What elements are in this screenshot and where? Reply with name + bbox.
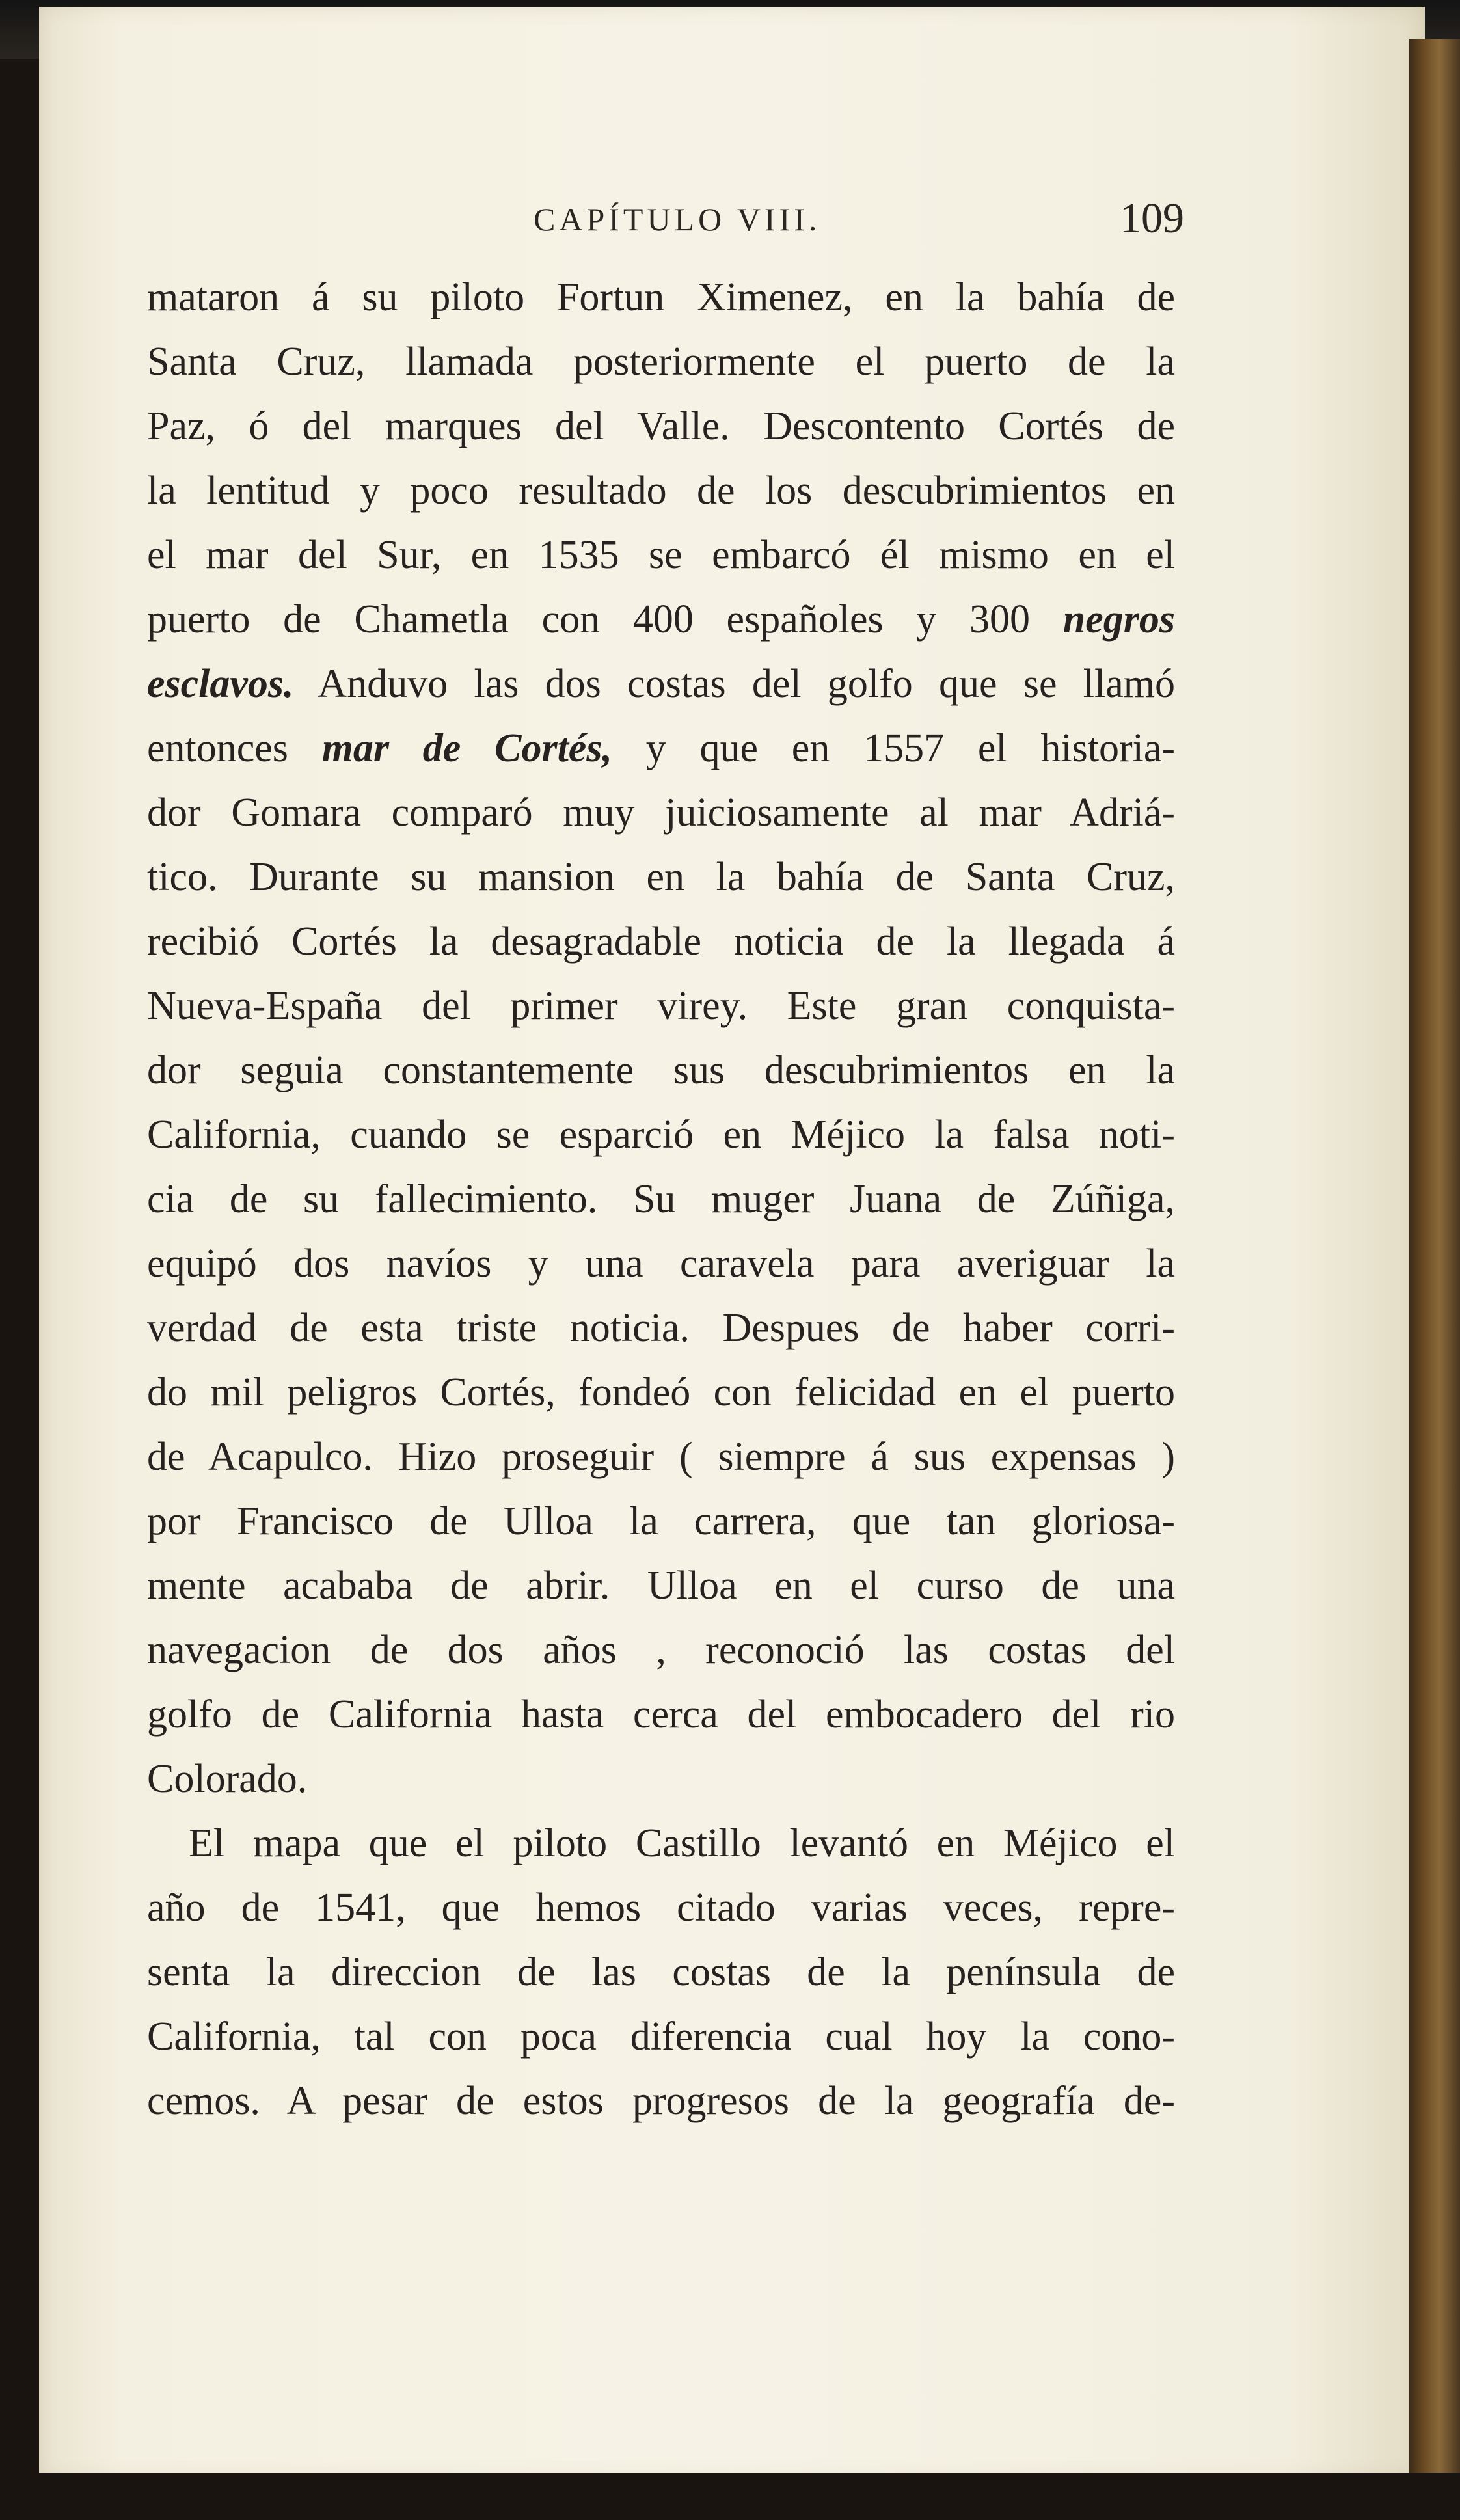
text-line: esclavos. Anduvo las dos costas del golfo que se llamó (147, 662, 1175, 706)
text-line: do mil peligros Cortés, fondeó con felicidad en el puerto (147, 1370, 1175, 1415)
book-edge (1409, 39, 1460, 2520)
text-line: recibió Cortés la desagradable noticia de la llegada á (147, 919, 1175, 964)
text-line: Nueva-España del primer virey. Este gran conquista- (147, 984, 1175, 1028)
paragraph (147, 265, 1175, 1811)
running-head: CAPÍTULO VIII. (534, 201, 821, 237)
text-line: la lentitud y poco resultado de los descubrimientos en (147, 468, 1175, 513)
text-line: dor Gomara comparó muy juiciosamente al mar Adriá- (147, 791, 1175, 835)
text-line: el mar del Sur, en 1535 se embarcó él mismo en el (147, 533, 1175, 577)
text-line: Paz, ó del marques del Valle. Descontento Cortés de (147, 404, 1175, 448)
text-line: tico. Durante su mansion en la bahía de Santa Cruz, (147, 855, 1175, 899)
text-line: California, cuando se esparció en Méjico la falsa noti- (147, 1113, 1175, 1157)
text-line: mente acababa de abrir. Ulloa en el curso de una (147, 1564, 1175, 1608)
italic-text: mar de Cortés, (321, 726, 612, 770)
text-line: equipó dos navíos y una caravela para averiguar la (147, 1241, 1175, 1286)
text-line: por Francisco de Ulloa la carrera, que tan gloriosa- (147, 1499, 1175, 1543)
text-line: puerto de Chametla con 400 españoles y 300 negros (147, 597, 1175, 642)
text-line: mataron á su piloto Fortun Ximenez, en la bahía de (147, 275, 1175, 319)
paragraph (147, 1811, 1175, 2134)
text-line: año de 1541, que hemos citado varias veces, repre- (147, 1886, 1175, 1930)
page-number: 109 (1120, 195, 1184, 242)
text-line: verdad de esta triste noticia. Despues de haber corri- (147, 1306, 1175, 1350)
text-line: dor seguia constantemente sus descubrimientos en la (147, 1048, 1175, 1092)
text-line: navegacion de dos años , reconoció las costas del (147, 1628, 1175, 1672)
text-line: cia de su fallecimiento. Su muger Juana de Zúñiga, (147, 1177, 1175, 1221)
text-line: senta la direccion de las costas de la península de (147, 1950, 1175, 1994)
text-line: cemos. A pesar de estos progresos de la geografía de- (147, 2079, 1175, 2123)
italic-text: negros (1062, 597, 1175, 642)
text-line: de Acapulco. Hizo proseguir ( siempre á sus expensas ) (147, 1435, 1175, 1479)
page-header (130, 194, 1184, 246)
text-line: entonces mar de Cortés, y que en 1557 el historia- (147, 726, 1175, 770)
text-line: El mapa que el piloto Castillo levantó en Méjico el (189, 1821, 1175, 1865)
text-line: Santa Cruz, llamada posteriormente el puerto de la (147, 340, 1175, 384)
text-line: Colorado. (147, 1757, 308, 1801)
text-line: California, tal con poca diferencia cual hoy la cono- (147, 2014, 1175, 2059)
text-line: golfo de California hasta cerca del embocadero del rio (147, 1692, 1175, 1737)
italic-text: esclavos. (147, 662, 294, 706)
body-text (147, 265, 1175, 2134)
scan-bottom-border (0, 2473, 1460, 2520)
